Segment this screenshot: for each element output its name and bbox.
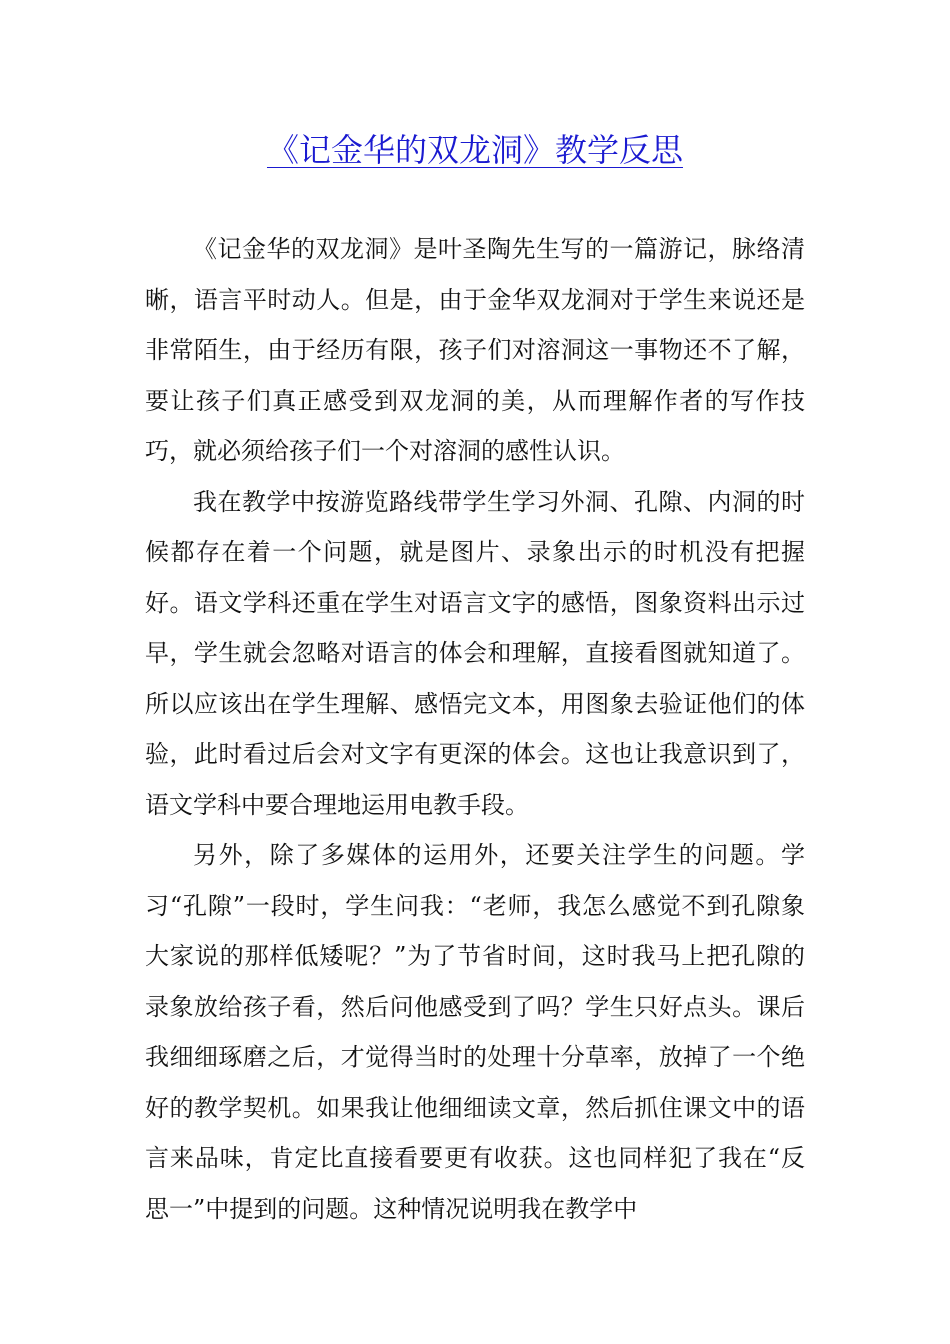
paragraph-1: 《记金华的双龙洞》是叶圣陶先生写的一篇游记，脉络清晰，语言平时动人。但是，由于金华双龙洞对于学生来说还是非常陌生，由于经历有限，孩子们对溶洞这一事物还不了解，要让孩子们真正感受到双龙洞的美，从而理解作者的写作技巧，就必须给孩子们一个对溶洞的感性认识。 bbox=[145, 235, 805, 465]
paragraph-2: 我在教学中按游览路线带学生学习外洞、孔隙、内洞的时候都存在着一个问题，就是图片、录象出示的时机没有把握好。语文学科还重在学生对语言文字的感悟，图象资料出示过早，学生就会忽略对语言的体会和理解，直接看图就知道了。所以应该出在学生理解、感悟完文本，用图象去验证他们的体验，此时看过后会对文字有更深的体会。这也让我意识到了，语文学科中要合理地运用电教手段。 bbox=[145, 487, 805, 819]
document-title[interactable]: 《记金华的双龙洞》教学反思 bbox=[266, 131, 683, 169]
title-container bbox=[0, 128, 950, 172]
paragraph-3: 另外，除了多媒体的运用外，还要关注学生的问题。学习“孔隙”一段时，学生问我：“老师，我怎么感觉不到孔隙象大家说的那样低矮呢？”为了节省时间，这时我马上把孔隙的录象放给孩子看，然后问他感受到了吗？学生只好点头。课后我细细琢磨之后，才觉得当时的处理十分草率，放掉了一个绝好的教学契机。如果我让他细细读文章，然后抓住课文中的语言来品味，肯定比直接看要更有收获。这也同样犯了我在“反思一”中提到的问题。这种情况说明我在教学中 bbox=[145, 841, 805, 1223]
document-body bbox=[145, 224, 805, 1234]
